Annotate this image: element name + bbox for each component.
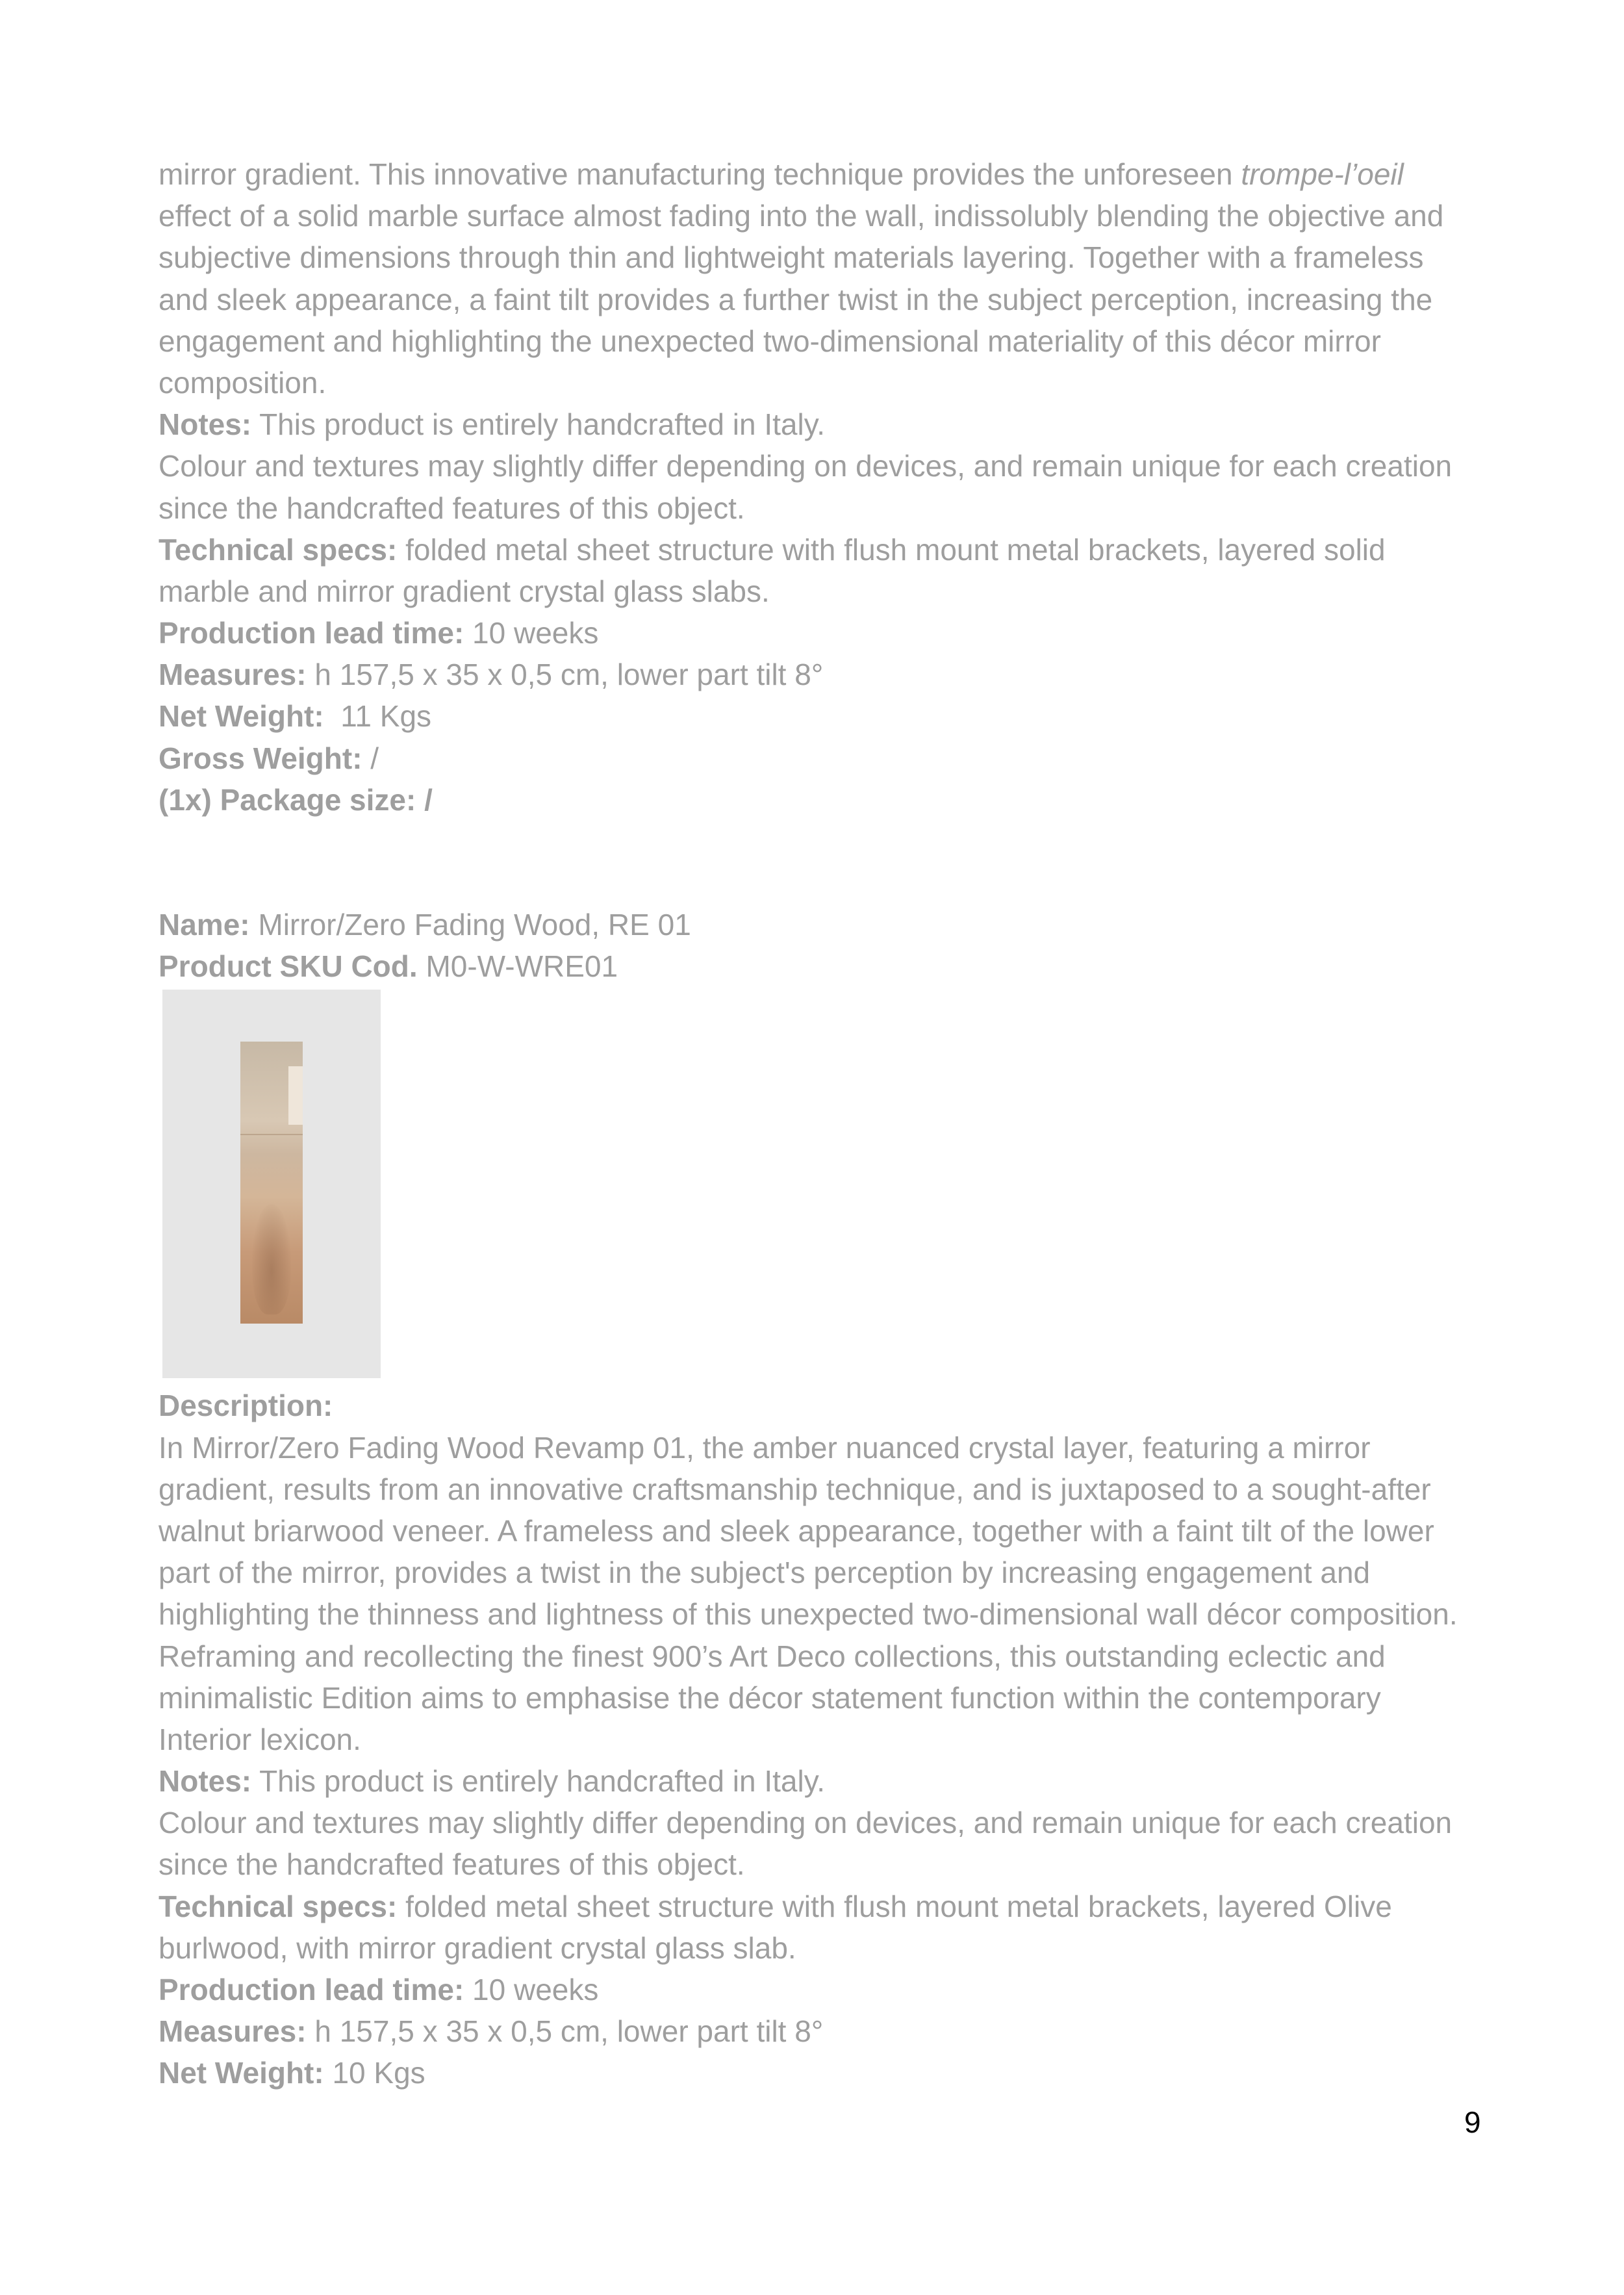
product-measures-label: Measures: [159, 2014, 307, 2049]
product-measures-row [159, 2010, 1477, 2052]
product-colour-line-2: since the handcrafted features of this object. [159, 1847, 745, 1882]
measures-label: Measures: [159, 658, 307, 692]
intro-line-2: effect of a solid marble surface almost fading into the wall, indissolubly blending the objective and [159, 199, 1444, 233]
gross-weight-label: Gross Weight: [159, 741, 362, 775]
intro-italic-term: trompe-l’oeil [1241, 157, 1404, 191]
description-line-3: walnut briarwood veneer. A frameless and sleek appearance, together with a faint tilt of the lower [159, 1513, 1434, 1548]
product-name-label: Name: [159, 908, 250, 942]
description-line-6: Reframing and recollecting the finest 900’s Art Deco collections, this outstanding eclectic and [159, 1639, 1386, 1673]
net-weight-row [159, 695, 1477, 737]
tech-specs-label: Technical specs: [159, 532, 398, 567]
lead-time-row [159, 612, 1477, 654]
document-body [159, 153, 1477, 2094]
product-name-row [159, 904, 1477, 945]
product-notes-row [159, 1760, 1477, 1802]
product-sku-label: Product SKU Cod. [159, 949, 418, 984]
mirror-reflection-window [288, 1066, 303, 1125]
product-tech-specs-label: Technical specs: [159, 1889, 398, 1923]
description-line-7: minimalistic Edition aims to emphasise the décor statement function within the contemporary [159, 1680, 1381, 1715]
intro-line-6: composition. [159, 365, 327, 400]
section-spacer [159, 821, 1477, 904]
mirror-panel [240, 1042, 303, 1324]
tech-specs-text: folded metal sheet structure with flush mount metal brackets, layered solid [397, 532, 1386, 567]
mirror-tilt-seam [240, 1134, 303, 1135]
description-line-1: In Mirror/Zero Fading Wood Revamp 01, the amber nuanced crystal layer, featuring a mirror [159, 1430, 1371, 1465]
net-weight-value: 11 Kgs [324, 699, 432, 734]
description-line-8: Interior lexicon. [159, 1722, 361, 1756]
lead-time-value: 10 weeks [464, 616, 599, 650]
product-tech-specs-text: folded metal sheet structure with flush mount metal brackets, layered Olive [397, 1889, 1392, 1923]
measures-value: h 157,5 x 35 x 0,5 cm, lower part tilt 8° [306, 658, 824, 692]
colour-line-1: Colour and textures may slightly differ depending on devices, and remain unique for each creation [159, 449, 1453, 483]
product-lead-time-row [159, 1969, 1477, 2010]
product-notes-label: Notes: [159, 1764, 252, 1799]
intro-line-4: and sleek appearance, a faint tilt provides a further twist in the subject perception, increasing the [159, 282, 1433, 316]
colour-line-2: since the handcrafted features of this object. [159, 491, 745, 525]
product-sku-value: M0-W-WRE01 [417, 949, 618, 984]
intro-line-3: subjective dimensions through thin and lightweight materials layering. Together with a frameless [159, 240, 1424, 275]
lead-time-label: Production lead time: [159, 616, 464, 650]
description-line-2: gradient, results from an innovative craftsmanship technique, and is juxtaposed to a sought-after [159, 1472, 1431, 1506]
product-net-weight-row [159, 2052, 1477, 2094]
product-image [162, 990, 381, 1378]
tech-specs-line-2: marble and mirror gradient crystal glass slabs. [159, 574, 770, 608]
product-colour-line-1: Colour and textures may slightly differ depending on devices, and remain unique for each creation [159, 1806, 1453, 1840]
notes-row [159, 404, 1477, 445]
intro-line-1-text: mirror gradient. This innovative manufacturing technique provides the unforeseen [159, 157, 1241, 191]
notes-label: Notes: [159, 407, 252, 442]
package-size-row: (1x) Package size: / [159, 782, 433, 817]
net-weight-label: Net Weight: [159, 699, 324, 734]
gross-weight-value: / [362, 741, 379, 775]
page-number: 9 [1464, 2105, 1481, 2139]
product-lead-time-value: 10 weeks [464, 1973, 599, 2007]
product-tech-specs-line-2: burlwood, with mirror gradient crystal glass slab. [159, 1930, 796, 1965]
description-line-4: part of the mirror, provides a twist in the subject's perception by increasing engagement and [159, 1556, 1371, 1590]
intro-line-5: engagement and highlighting the unexpected two-dimensional materiality of this décor mirror [159, 324, 1381, 358]
measures-row [159, 654, 1477, 695]
product-net-weight-value: 10 Kgs [324, 2056, 425, 2090]
product-notes-text: This product is entirely handcrafted in Italy. [251, 1764, 826, 1799]
description-line-5: highlighting the thinness and lightness of this unexpected two-dimensional wall décor composition. [159, 1597, 1458, 1632]
product-lead-time-label: Production lead time: [159, 1973, 464, 2007]
product-name-value: Mirror/Zero Fading Wood, RE 01 [249, 908, 691, 942]
notes-text: This product is entirely handcrafted in Italy. [251, 407, 826, 442]
product-measures-value: h 157,5 x 35 x 0,5 cm, lower part tilt 8° [306, 2014, 824, 2049]
burlwood-grain [252, 1204, 291, 1314]
product-tech-specs-row [159, 1886, 1477, 1927]
gross-weight-row [159, 737, 1477, 779]
description-label: Description: [159, 1389, 333, 1423]
product-sku-row [159, 945, 1477, 987]
intro-line-1 [159, 153, 1477, 195]
product-net-weight-label: Net Weight: [159, 2056, 324, 2090]
tech-specs-row [159, 529, 1477, 571]
